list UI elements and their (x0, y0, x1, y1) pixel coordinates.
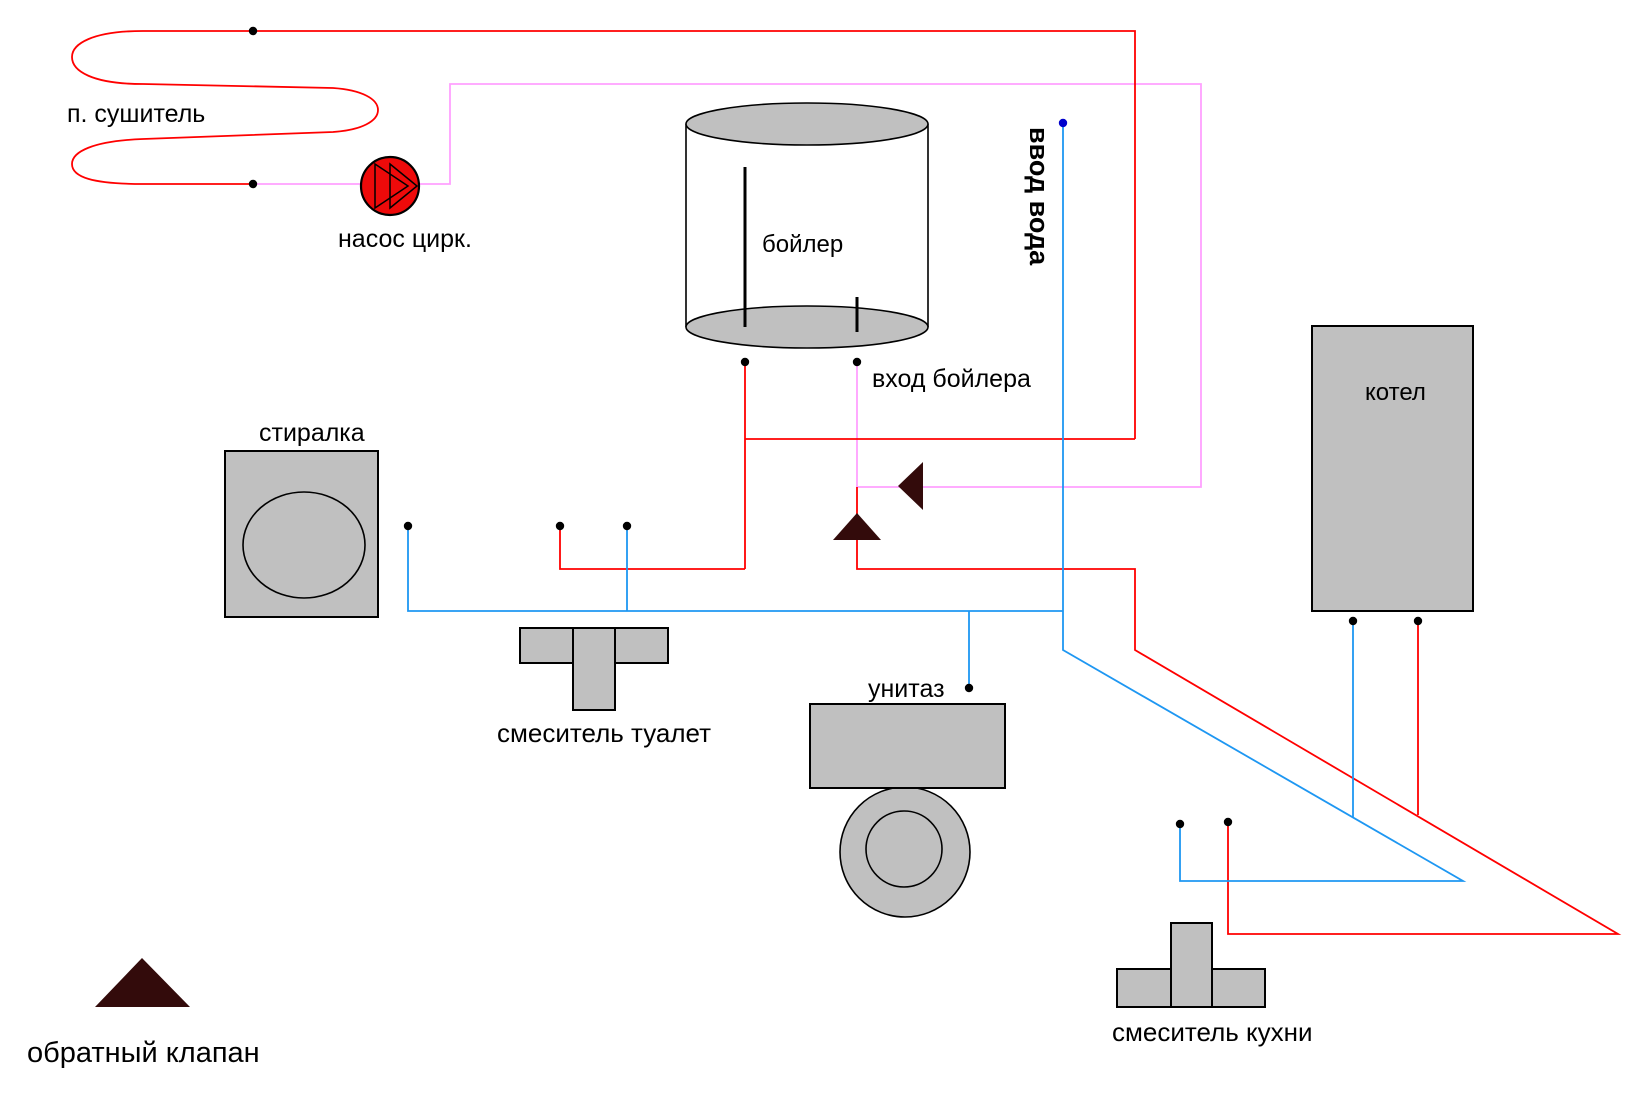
circulation-pump-label: насос цирк. (338, 225, 472, 253)
cold-distribution-pipe (408, 526, 1063, 688)
check-valve-legend-label: обратный клапан (27, 1037, 260, 1069)
washing-machine-body (225, 451, 378, 617)
inlet-dot (1059, 119, 1067, 127)
connection-dot (1414, 617, 1422, 625)
check-valve-recirculation-icon (898, 462, 923, 510)
washing-machine (225, 451, 378, 617)
toilet-bowl (840, 787, 970, 917)
boiler-inlet-label: вход бойлера (872, 365, 1031, 393)
kitchen-mixer-right (1212, 969, 1265, 1007)
boiler-body (686, 124, 928, 327)
connection-dot (249, 27, 257, 35)
heating-boiler-label: котел (1365, 379, 1426, 406)
toilet-mixer-right (615, 628, 668, 663)
towel-dryer-label: п. сушитель (67, 100, 206, 128)
connection-dot (965, 684, 973, 692)
toilet-mixer-label: смеситель туалет (497, 718, 712, 748)
connection-dot (741, 358, 749, 366)
kitchen-mixer-label: смеситель кухни (1112, 1017, 1313, 1047)
connection-dot (556, 522, 564, 530)
circulation-pump (361, 157, 419, 215)
connection-dot (1176, 820, 1184, 828)
cold-water-inlet-label: ввод вода (1024, 127, 1054, 266)
kitchen-mixer-stem (1171, 923, 1212, 1007)
toilet-mixer-hot-pipe (560, 526, 745, 569)
check-valve-hot-icon (833, 513, 881, 540)
toilet-label: унитаз (868, 675, 945, 703)
toilet-mixer (520, 628, 668, 710)
toilet-mixer-left (520, 628, 573, 663)
toilet-mixer-stem (573, 628, 615, 710)
toilet-tank (810, 704, 1005, 788)
connection-dot (249, 180, 257, 188)
connection-dot (623, 522, 631, 530)
boiler-tank-label: бойлер (762, 231, 844, 258)
boiler-tank (686, 103, 928, 348)
connection-dot (853, 358, 861, 366)
boiler-top-ellipse (686, 103, 928, 145)
kitchen-mixer (1117, 923, 1265, 1007)
boiler-bottom-ellipse (686, 306, 928, 348)
connection-dot (1224, 818, 1232, 826)
kitchen-mixer-left (1117, 969, 1171, 1007)
washing-machine-label: стиралка (259, 419, 365, 447)
toilet (810, 704, 1005, 917)
connection-dot (404, 522, 412, 530)
boiler-hot-outlet-pipe (745, 362, 1135, 569)
connection-dot (1349, 617, 1357, 625)
heating-boiler-body (1312, 326, 1473, 611)
check-valve-legend-icon (95, 958, 190, 1007)
